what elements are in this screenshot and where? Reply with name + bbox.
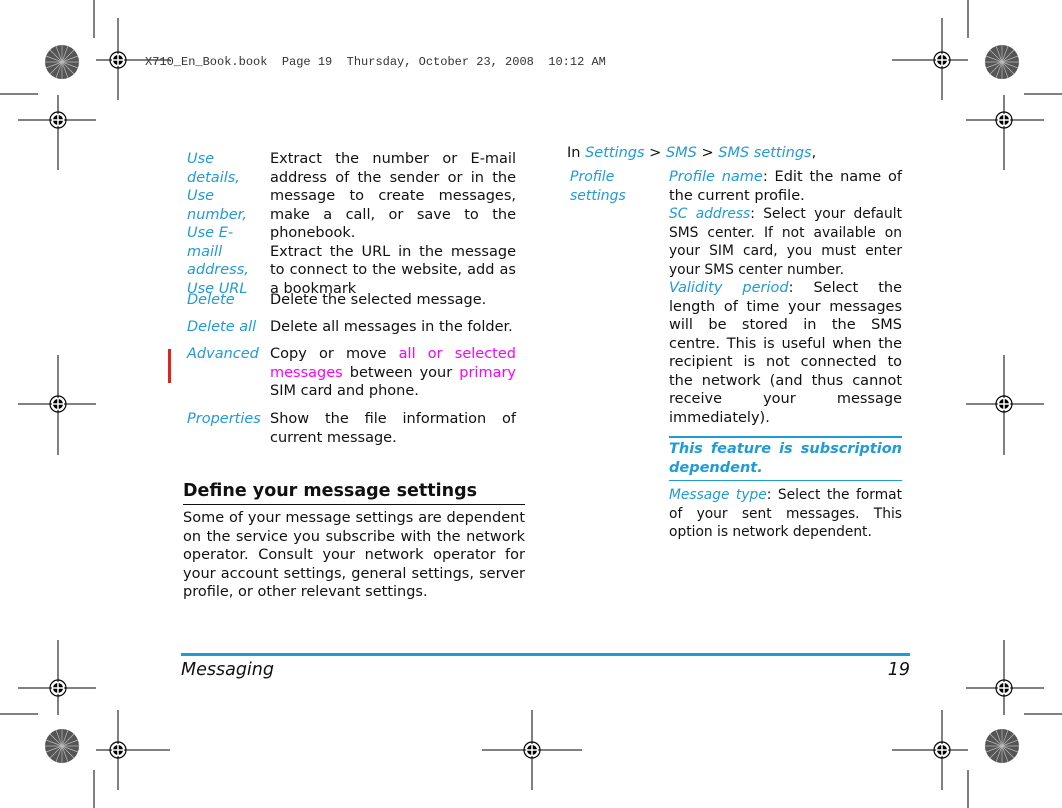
menu-path-sms: SMS [665,145,697,161]
subscription-note: This feature is subscription dependent. [669,436,902,481]
section-body: Some of your message settings are dependent on the service you subscribe with the network operator. Consult your network operator for your account settings, general settings, server profile, or other relevant settings. [183,510,525,600]
change-bar [168,349,171,383]
sc-address-item: SC address: Select your default SMS center. If not available on your SIM card, you must enter your SMS center number. [669,206,902,278]
profile-settings-description [669,168,902,542]
option-label: Delete all [187,319,257,335]
option-description: Extract the number or E-mail address of the sender or in the message to create messages, make a call, or save to the phonebook. Extract the URL in the message to connect to the website, add as a bookmark [270,151,516,297]
option-label: Advanced [187,346,259,362]
footer-rule [181,653,910,656]
footer-title: Messaging [181,660,274,680]
message-type-item: Message type: Select the format of your sent messages. This option is network dependent. [669,487,902,540]
menu-path: In Settings > SMS > SMS settings, [567,145,817,161]
section-title: Define your message settings [183,481,525,505]
highlight-text: primary [459,364,516,381]
option-label: Properties [187,411,261,427]
validity-period-item: Validity period: Select the length of time your messages will be stored in the SMS centre. This is useful when the recipient is not connected to the network (and thus cannot receive your message immediately). [669,280,902,426]
option-description: Copy or move all or selected messages between your primary SIM card and phone. [270,346,516,399]
profile-settings-label: Profile settings [570,169,626,204]
option-label: Delete [187,292,235,308]
menu-path-settings: Settings [585,145,645,161]
highlight-text: all or selected messages [270,346,516,381]
page-number: 19 [887,660,910,680]
option-description: Delete all messages in the folder. [270,319,513,335]
menu-path-sms-settings: SMS settings [718,145,812,161]
option-label: Use details, Use number, Use E-maill address, Use URL [187,151,249,297]
option-description: Delete the selected message. [270,292,487,308]
print-header: X710_En_Book.book Page 19 Thursday, October 23, 2008 10:12 AM [145,55,606,69]
option-description: Show the file information of current message. [270,411,516,446]
profile-name-item: Profile name: Edit the name of the current profile. [669,169,903,204]
